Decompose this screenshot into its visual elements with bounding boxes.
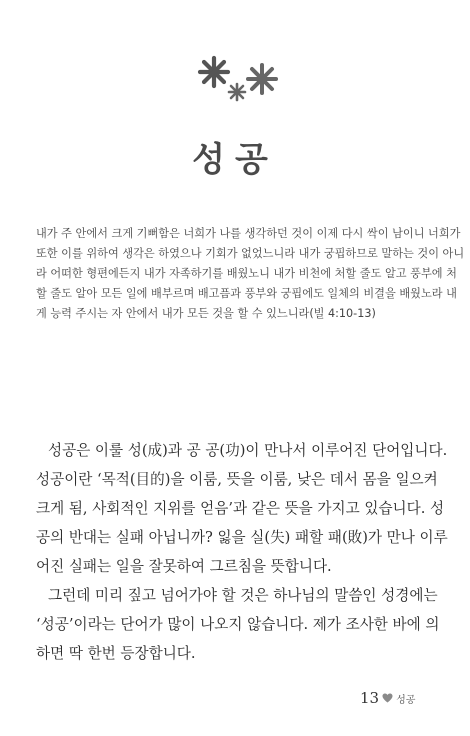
text-line: 하면 딱 한번 등장합니다.	[36, 645, 196, 662]
text-line: ‘성공’이라는 단어가 많이 나오지 않습니다. 제가 조사한 바에 의	[36, 616, 440, 633]
asterisk-flower-icon	[248, 65, 276, 93]
section-name: 성공	[396, 694, 416, 706]
page-number: 13	[360, 689, 380, 707]
paragraph	[36, 436, 448, 581]
asterisk-flower-icon	[229, 84, 245, 100]
text-line: 그런데 미리 짚고 넘어가야 할 것은 하나님의 말씀인 성경에는	[48, 587, 438, 604]
verse-line: 또한 이를 위하여 생각은 하였으나 기회가 없었느니라 내가 궁핍하므로 말하는 것이 아니	[36, 247, 465, 260]
scripture-quote	[36, 224, 465, 324]
text-line: 크게 됨, 사회적인 지위를 얻음’과 같은 뜻을 가지고 있습니다. 성	[36, 500, 445, 517]
verse-line: 내가 주 안에서 크게 기뻐함은 너희가 나를 생각하던 것이 이제 다시 싹이 남이니 너희가	[36, 227, 461, 240]
text-line: 성공이란 ‘목적(目的)을 이룸, 뜻을 이룸, 낮은 데서 몸을 일으켜	[36, 471, 438, 488]
paragraph	[36, 581, 440, 668]
text-line: 어진 실패는 일을 잘못하여 그르침을 뜻합니다.	[36, 558, 332, 575]
heart-icon	[382, 693, 393, 703]
decorative-asterisks	[180, 40, 300, 110]
text-line: 성공은 이룰 성(成)과 공 공(功)이 만나서 이루어진 단어입니다.	[48, 442, 448, 459]
verse-line: 할 줄도 알아 모든 일에 배부르며 배고픔과 풍부와 궁핍에도 일체의 비결을 배웠노라 내	[36, 287, 457, 300]
asterisk-flower-icon	[200, 58, 228, 86]
text-line: 공의 반대는 실패 아닙니까? 잃을 실(失) 패할 패(敗)가 만나 이루	[36, 529, 448, 546]
verse-line: 게 능력 주시는 자 안에서 내가 모든 것을 할 수 있느니라(빌 4:10-13)	[36, 307, 376, 320]
verse-line: 라 어떠한 형편에든지 내가 자족하기를 배웠노니 내가 비천에 처할 줄도 알고 풍부에 처	[36, 267, 457, 280]
chapter-title: 성공	[192, 140, 278, 180]
page-footer	[360, 689, 415, 707]
body-text	[36, 436, 448, 668]
